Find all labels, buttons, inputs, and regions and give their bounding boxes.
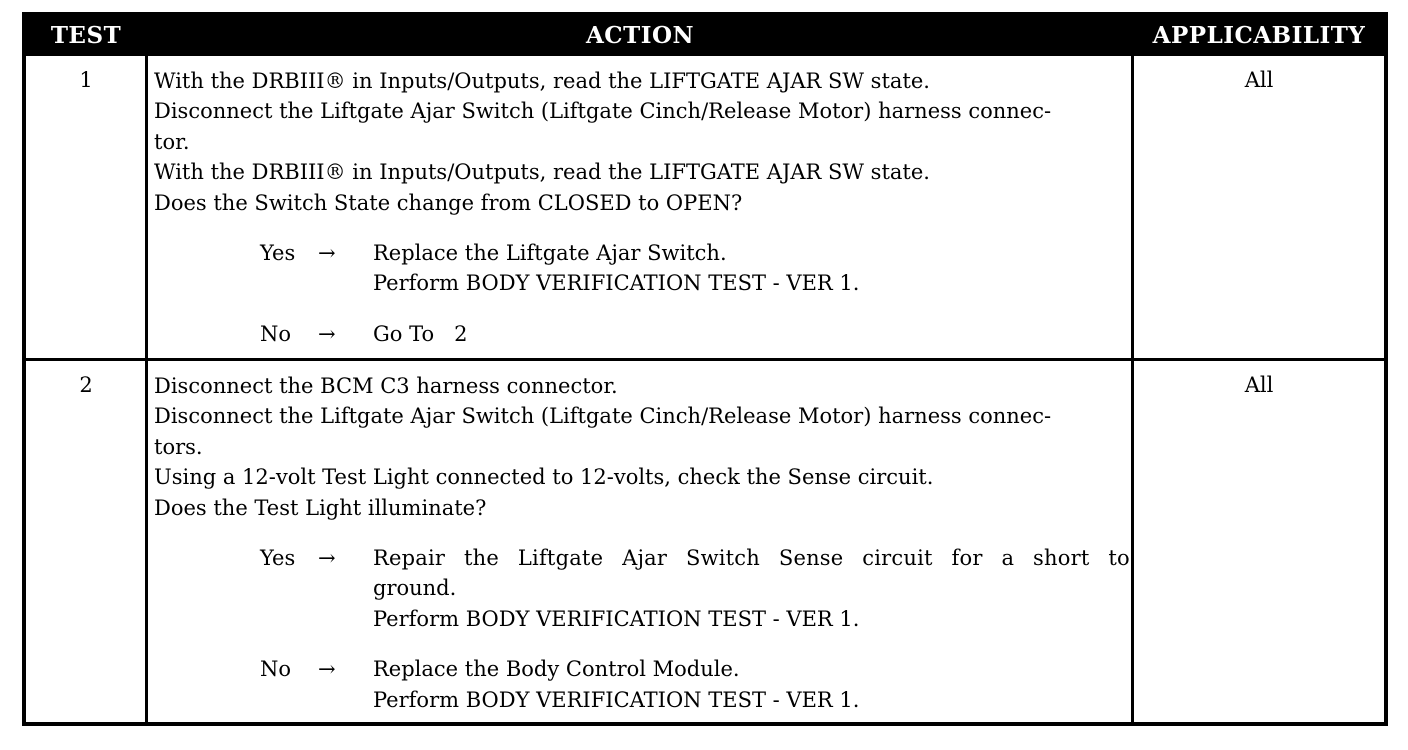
- table-header: [26, 16, 1384, 56]
- test-number-2: 2: [79, 373, 93, 397]
- applicability-2: All: [1244, 373, 1274, 397]
- test-number-1: 1: [79, 68, 93, 92]
- yes-line-3: Perform BODY VERIFICATION TEST - VER 1.: [373, 606, 860, 631]
- right-arrow-icon: →: [318, 241, 336, 266]
- step-2-3: tors.: [154, 434, 203, 459]
- step-1-1: With the DRBIII® in Inputs/Outputs, read the LIFTGATE AJAR SW state.: [154, 69, 930, 93]
- applicability-1: All: [1244, 68, 1274, 92]
- no-line-2: Perform BODY VERIFICATION TEST - VER 1.: [373, 687, 860, 712]
- yes-label: Yes: [260, 546, 296, 571]
- yes-result-2: [260, 543, 1130, 634]
- yes-label: Yes: [260, 241, 296, 266]
- header-applicability: APPLICABILITY: [1152, 22, 1366, 49]
- step-1-4: With the DRBIII® in Inputs/Outputs, read the LIFTGATE AJAR SW state.: [154, 160, 930, 185]
- no-line-1: Go To 2: [373, 321, 468, 346]
- step-2-2: Disconnect the Liftgate Ajar Switch (Liftgate Cinch/Release Motor) harness connec-: [154, 404, 1052, 429]
- step-2-1: Disconnect the BCM C3 harness connector.: [154, 374, 618, 398]
- header-action: ACTION: [585, 22, 695, 49]
- yes-line-2: ground.: [373, 576, 457, 601]
- table-row-2: [26, 361, 1384, 726]
- header-test: TEST: [50, 22, 122, 49]
- no-result-2: [260, 654, 1126, 715]
- no-label: No: [260, 657, 292, 682]
- step-2-5: Does the Test Light illuminate?: [154, 495, 487, 520]
- no-label: No: [260, 321, 292, 346]
- step-1-3: tor.: [154, 129, 190, 154]
- diagnostic-test-table: [22, 12, 1388, 726]
- step-1-5: Does the Switch State change from CLOSED to OPEN?: [154, 190, 743, 215]
- step-1-2: Disconnect the Liftgate Ajar Switch (Liftgate Cinch/Release Motor) harness connec-: [154, 99, 1052, 124]
- action-cell-2: [154, 371, 1130, 715]
- yes-line-2: Perform BODY VERIFICATION TEST - VER 1.: [373, 271, 860, 296]
- right-arrow-icon: →: [318, 546, 336, 571]
- right-arrow-icon: →: [318, 657, 336, 682]
- yes-line-1: Repair the Liftgate Ajar Switch Sense circuit for a short to: [373, 546, 1130, 571]
- right-arrow-icon: →: [318, 321, 336, 346]
- step-2-4: Using a 12-volt Test Light connected to 12-volts, check the Sense circuit.: [154, 465, 934, 490]
- action-cell-1: [154, 66, 1126, 349]
- yes-result-1: [260, 238, 1126, 299]
- no-line-1: Replace the Body Control Module.: [373, 657, 740, 682]
- no-result-1: [260, 319, 1126, 349]
- yes-line-1: Replace the Liftgate Ajar Switch.: [373, 241, 727, 266]
- table-row-1: [26, 56, 1384, 358]
